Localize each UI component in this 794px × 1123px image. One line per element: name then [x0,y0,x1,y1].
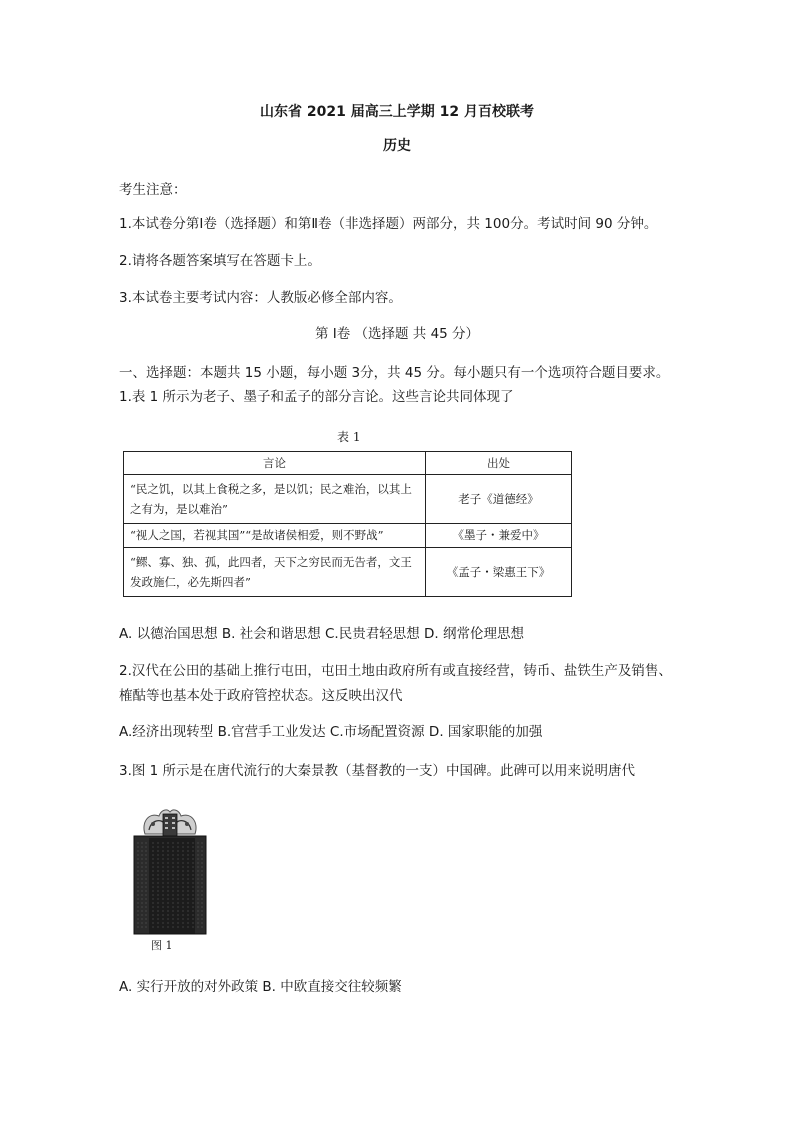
section-instructions: 一、选择题：本题共 15 小题，每小题 3分，共 45 分。每小题只有一个选项符合题目要求。 [119,365,670,381]
notice-item-1: 1.本试卷分第Ⅰ卷（选择题）和第Ⅱ卷（非选择题）两部分，共 100分。考试时间 90 分钟。 [119,216,658,232]
table-cell-source: 老子《道德经》 [426,475,572,524]
table-cell-source: 《墨子・兼爱中》 [426,523,572,548]
exam-title: 山东省 2021 届高三上学期 12 月百校联考 [260,104,534,120]
exam-subject: 历史 [383,138,411,154]
table-row [124,475,572,524]
question-2-stem-line-1: 2.汉代在公田的基础上推行屯田，屯田土地由政府所有或直接经营，铸币、盐铁生产及销售、 [119,663,672,679]
table-row [124,548,572,597]
table-header-quote: 言论 [124,452,426,475]
question-2-options: A.经济出现转型 B.官营手工业发达 C.市场配置资源 D. 国家职能的加强 [119,724,543,740]
table-cell-quote: “视人之国，若视其国”“是故诸侯相爱，则不野战” [124,523,426,548]
question-1-options: A. 以德治国思想 B. 社会和谐思想 C.民贵君轻思想 D. 纲常伦理思想 [119,626,524,642]
figure-caption: 图 1 [151,939,173,952]
question-1-stem: 1.表 1 所示为老子、墨子和孟子的部分言论。这些言论共同体现了 [119,389,514,405]
table-header-row [124,452,572,475]
notice-label: 考生注意： [119,182,187,198]
quote-table [123,451,572,597]
question-3-options: A. 实行开放的对外政策 B. 中欧直接交往较频繁 [119,979,402,995]
table-header-source: 出处 [426,452,572,475]
table-caption: 表 1 [337,430,361,444]
table-cell-quote: “民之饥，以其上食税之多，是以饥；民之难治，以其上之有为，是以难治” [124,475,426,524]
question-2-stem-line-2: 榷酤等也基本处于政府管控状态。这反映出汉代 [119,688,403,704]
stele-figure [131,806,209,936]
table-row [124,523,572,548]
question-3-stem: 3.图 1 所示是在唐代流行的大秦景教（基督教的一支）中国碑。此碑可以用来说明唐代 [119,763,636,779]
notice-item-3: 3.本试卷主要考试内容：人教版必修全部内容。 [119,290,402,306]
table-cell-quote: “鳏、寡、独、孤，此四者，天下之穷民而无告者，文王发政施仁，必先斯四者” [124,548,426,597]
notice-item-2: 2.请将各题答案填写在答题卡上。 [119,253,321,269]
section-heading: 第 Ⅰ卷 （选择题 共 45 分） [314,326,480,342]
table-cell-source: 《孟子・梁惠王下》 [426,548,572,597]
